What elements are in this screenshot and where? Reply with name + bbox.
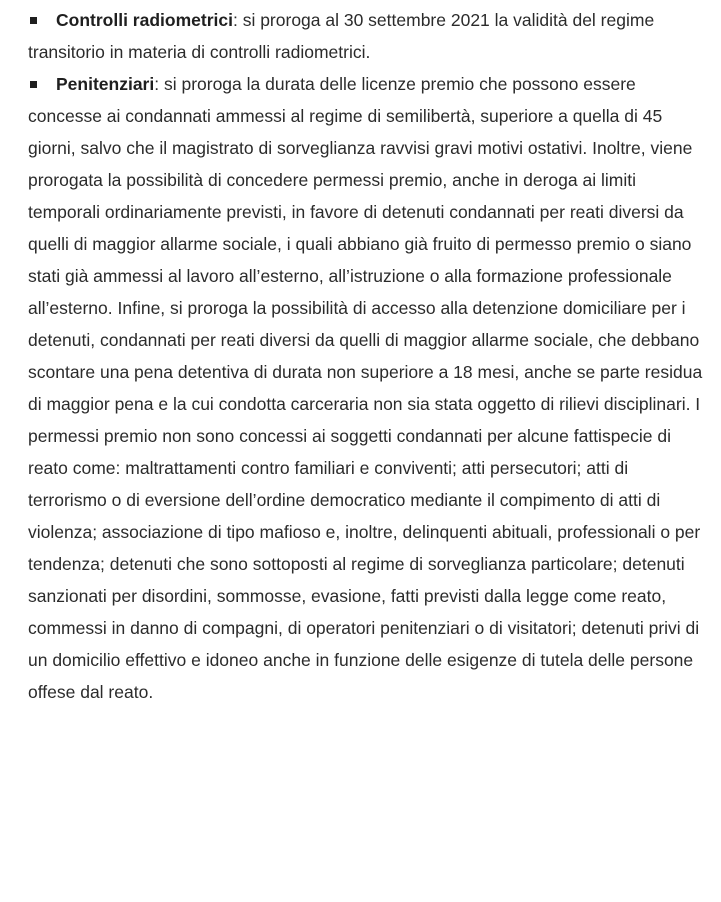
bullet-list [28, 4, 707, 708]
item-label: Penitenziari [56, 74, 155, 94]
item-label: Controlli radiometrici [56, 10, 233, 30]
list-item-controlli-radiometrici [28, 4, 707, 68]
item-text: : si proroga al 30 settembre 2021 la validità del regime transitorio in materia di controlli radiometrici. [28, 10, 655, 62]
list-item-penitenziari [28, 68, 707, 708]
item-text: : si proroga la durata delle licenze premio che possono essere concesse ai condannati ammessi al regime di semilibertà, superiore a quella di 45 giorni, salvo che il magistrato di sorveglianza ravvisi gravi motivi ostativi. Inoltre, viene prorogata la possibilità di concedere permessi premio, anche in deroga ai limiti temporali ordinariamente previsti, in favore di detenuti condannati per reati diversi da quelli di maggior allarme sociale, i quali abbiano già fruito di permesso premio o siano stati già ammessi al lavoro all’esterno, all’istruzione o alla formazione professionale all’esterno. Infine, si proroga la possibilità di accesso alla detenzione domiciliare per i detenuti, condannati per reati diversi da quelli di maggior allarme sociale, che debbano scontare una pena detentiva di durata non superiore a 18 mesi, anche se parte residua di maggior pena e la cui condotta carceraria non sia stata oggetto di rilievi disciplinari. I permessi premio non sono concessi ai soggetti condannati per alcune fattispecie di reato come: maltrattamenti contro familiari e conviventi; atti persecutori; atti di terrorismo o di eversione dell’ordine democratico mediante il compimento di atti di violenza; associazione di tipo mafioso e, inoltre, delinquenti abituali, professionali o per tendenza; detenuti che sono sottoposti al regime di sorveglianza particolare; detenuti sanzionati per disordini, sommosse, evasione, fatti previsti dalla legge come reato, commessi in danno di compagni, di operatori penitenziari o di visitatori; detenuti privi di un domicilio effettivo e idoneo anche in funzione delle esigenze di tutela delle persone offese dal reato. [28, 74, 703, 702]
square-bullet-icon [30, 81, 37, 88]
square-bullet-icon [30, 17, 37, 24]
